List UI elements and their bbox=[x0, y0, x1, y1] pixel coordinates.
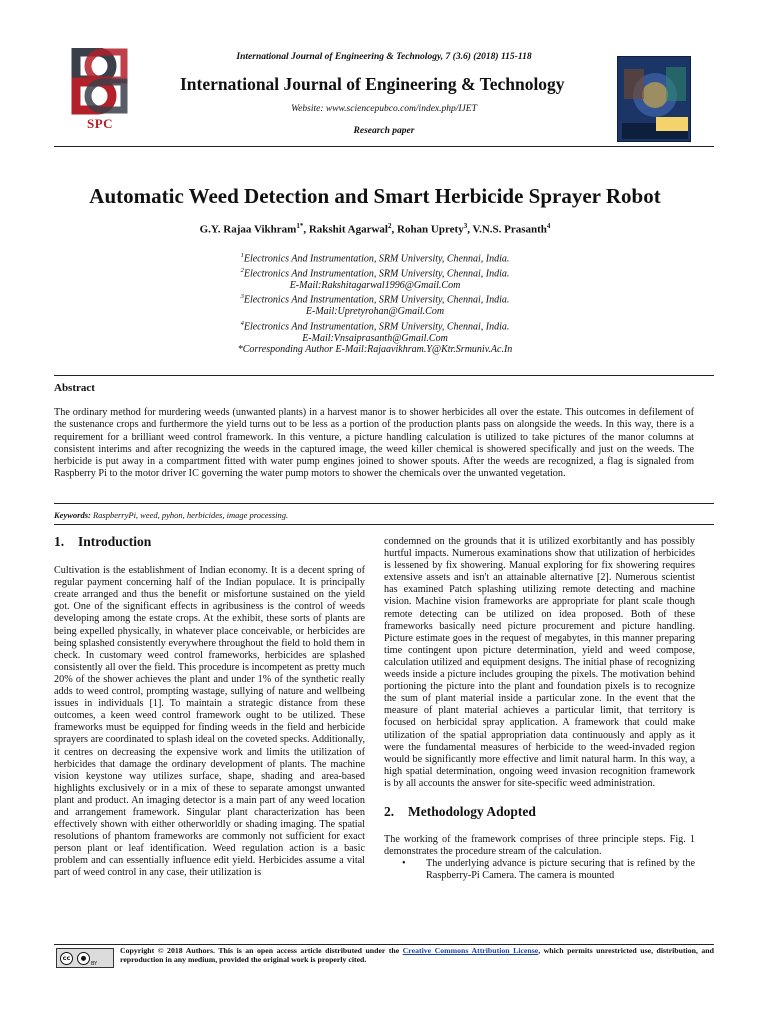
keywords-text: RaspberryPi, weed, pyhon, herbicides, image processing. bbox=[92, 510, 289, 520]
journal-website[interactable]: Website: www.sciencepubco.com/index.php/IJET bbox=[291, 104, 477, 114]
left-column bbox=[54, 532, 365, 880]
affiliation-email: E-Mail:Vnsaiprasanth@Gmail.Com bbox=[302, 332, 448, 344]
footer-rule bbox=[54, 944, 714, 945]
cc-by-label: BY bbox=[91, 961, 98, 967]
affiliation-line: $^1$Electronics And Instrumentation, SRM University, Chennai, India. bbox=[240, 252, 510, 265]
copyright-text: Copyright © 2018 Authors. This is an open access article distributed under the Creative Commons Attribution License, which permits unrestricted use, distribution, and reproduction in any medium, provided the original work is properly cited. bbox=[120, 946, 714, 965]
author-name: Rohan Uprety bbox=[397, 223, 464, 236]
abstract-heading: Abstract bbox=[54, 382, 95, 394]
cc-icon: cc bbox=[60, 952, 73, 965]
affiliation-line: $^2$Electronics And Instrumentation, SRM University, Chennai, India. bbox=[240, 266, 510, 280]
affiliations bbox=[0, 250, 750, 356]
paper-type: Research paper bbox=[353, 126, 415, 136]
right-column bbox=[384, 536, 695, 882]
introduction-continued: condemned on the grounds that it is utilized exorbitantly and has possibly hurtful impacts. Numerous examinations show that utilization of herbicides is lessened by fix showering. Manual exploring for fix showering requires extensive assets and isn't an attainable alternative [2]. Numerous scientist has examined Patch splashing utilizing remote detecting and machine vision. Machine vision frameworks are appropriate for plant scale though remote detecting can be utilized on idea proposed. Both of these frameworks basically need picture procurement and picture handling. Picture estimate goes in the request of megabytes, in this manner preparing time contingent upon picture determination, yield and weed compose, calculation utilized and equipment designs. The initial phase of recognizing weeds inside a picture includes grouping the pixels. The motivation behind portioning the picture into the plant and foundation pixels is to recognize the sum of plant material inside a particular zone. In the event that the measure of plant material achieves a particular limit, that territory is focused on herbicidal spray application. A framework that could make utilization of the spatial appropriation data continuously and apply as it were the fundamental measures of herbicide to the weed-invaded region would be significantly more effective and limit natural harm. In this way, a high spatial determination, ongoing weed invasion recognition framework is by all accounts the answer for site-specific weed administration. bbox=[384, 536, 695, 789]
author-name: V.N.S. Prasanth bbox=[472, 223, 547, 236]
introduction-paragraph: Cultivation is the establishment of Indian economy. It is a decent spring of regular payment concerning half of the Indian populace. It is principally create arranged and thus the benefit or misfortune sustained on the yield got. One of the significant effects in agribusiness is the control of weeds developing among the estate crops. At the exhibit, these sorts of plants are being expelled physically, in whatever place conceivable, or herbicides are being splashed consistently everywhere throughout the field to hold them in check. In customary weed control frameworks, herbicides are splashed consistently all over the field. This procedure is incompetent as pretty much 20% of the shower achieves the plant and under 1% of the synthetic really adds to weed control, prompting wastage, sullying of nature and wellbeing issues in individuals [1]. To maintain a strategic distance from these outcomes, a keen weed control framework ought to be utilized. These frameworks must be equipped for finding weeds in the field and herbicide sprayers are coordinated to splash ideal on the coveted specks. Additionally, it centres on decreasing the expensive work and limits the utilization of herbicides that damage the ordinary development of plants. The machine vision keystone way utilizes surface, shape, shading and area-based highlights exclusively or in a mix of these to separate amongst unwanted plant and product. An imaging detector is a main part of any weed location and arrangement framework. Singular plant characterization has been effectively shown with either otherworldly or shading imaging. The spatial resolutions of phantom frameworks are commonly not sufficient for exact person plant or leaf identification. Weed regulation action is a basic problem and can essentially influence edit yield. Herbicides assume a vital part of weed control in any case, their utilization is bbox=[54, 565, 365, 879]
keywords-rule bbox=[54, 524, 714, 525]
affiliation-line: $^3$Electronics And Instrumentation, SRM University, Chennai, India. bbox=[240, 293, 510, 306]
journal-cover-image bbox=[617, 56, 691, 142]
journal-name: International Journal of Engineering & Technology bbox=[180, 74, 565, 94]
author-name: G.Y. Rajaa Vikhram bbox=[199, 223, 297, 236]
author-list: G.Y. Rajaa Vikhram$^{1*}$, Rakshit Agarwal$^2$, Rohan Uprety$^3$, V.N.S. Prasanth$^4$ bbox=[199, 222, 551, 236]
bullet-marker: • bbox=[402, 858, 406, 870]
methodology-bullet bbox=[384, 858, 695, 882]
author-sup: 1* bbox=[296, 222, 304, 230]
keywords-label: Keywords: bbox=[54, 510, 91, 520]
bullet-text: The underlying advance is picture securing that is refined by the Raspberry-Pi Camera. The camera is mounted bbox=[426, 858, 695, 882]
affiliation-email: E-Mail:Rakshitagarwal1996@Gmail.Com bbox=[289, 279, 461, 291]
abstract-top-rule bbox=[54, 375, 714, 376]
affiliation-line: $^4$Electronics And Instrumentation, SRM University, Chennai, India. bbox=[240, 319, 510, 333]
header-rule bbox=[54, 146, 714, 147]
author-sup: 3 bbox=[463, 222, 468, 230]
section-heading-introduction: 1. Introduction bbox=[54, 534, 152, 549]
corresponding-author: *Corresponding Author E-Mail:Rajaavikhram.Y@Ktr.Srmuniv.Ac.In bbox=[237, 344, 513, 356]
license-footer bbox=[54, 946, 714, 970]
keywords bbox=[54, 510, 288, 520]
section-heading-methodology: 2. Methodology Adopted bbox=[384, 803, 536, 819]
author-sup: 2 bbox=[388, 222, 392, 230]
logo-text: SPC bbox=[86, 116, 114, 131]
author-name: Rakshit Agarwal bbox=[308, 223, 388, 236]
creative-commons-badge[interactable] bbox=[56, 948, 114, 968]
affiliation-email: E-Mail:Upretyrohan@Gmail.Com bbox=[305, 306, 445, 318]
paper-title: Automatic Weed Detection and Smart Herbicide Sprayer Robot bbox=[89, 184, 661, 208]
abstract-text: The ordinary method for murdering weeds (unwanted plants) in a harvest manor is to shower herbicides all over the estate. This outcomes in defilement of the sustenance crops and furthermore the yield turns out to be less as a portion of the production plants pass on alongside the weeds. In this way, there is a requirement for a brilliant weed control framework. In this venture, a picture handling calculation is utilized to take pictures of the manor columns at consistent interims and after recognizing the weeds in the captured image, the weed killer chemical is showered specifically and just on the weeds. The herbicide is put away in a compartment fitted with water pump engines joined to shower spouts. After the weeds are recognized, a flag is signaled from Raspberry Pi to the motor driver IC governing the water pump motors to shower the chemicals over the unwanted vegetation. bbox=[54, 407, 694, 480]
author-sup: 4 bbox=[546, 222, 551, 230]
license-link[interactable]: Creative Commons Attribution License bbox=[402, 946, 539, 955]
methodology-paragraph: The working of the framework comprises of three principle steps. Fig. 1 demonstrates the procedure stream of the calculation. bbox=[384, 834, 695, 858]
cover-art-icon bbox=[618, 57, 691, 142]
journal-citation: International Journal of Engineering & Technology, 7 (3.6) (2018) 115-118 bbox=[236, 52, 532, 62]
abstract-bottom-rule bbox=[54, 503, 714, 504]
attribution-person-icon: ● bbox=[77, 952, 90, 965]
